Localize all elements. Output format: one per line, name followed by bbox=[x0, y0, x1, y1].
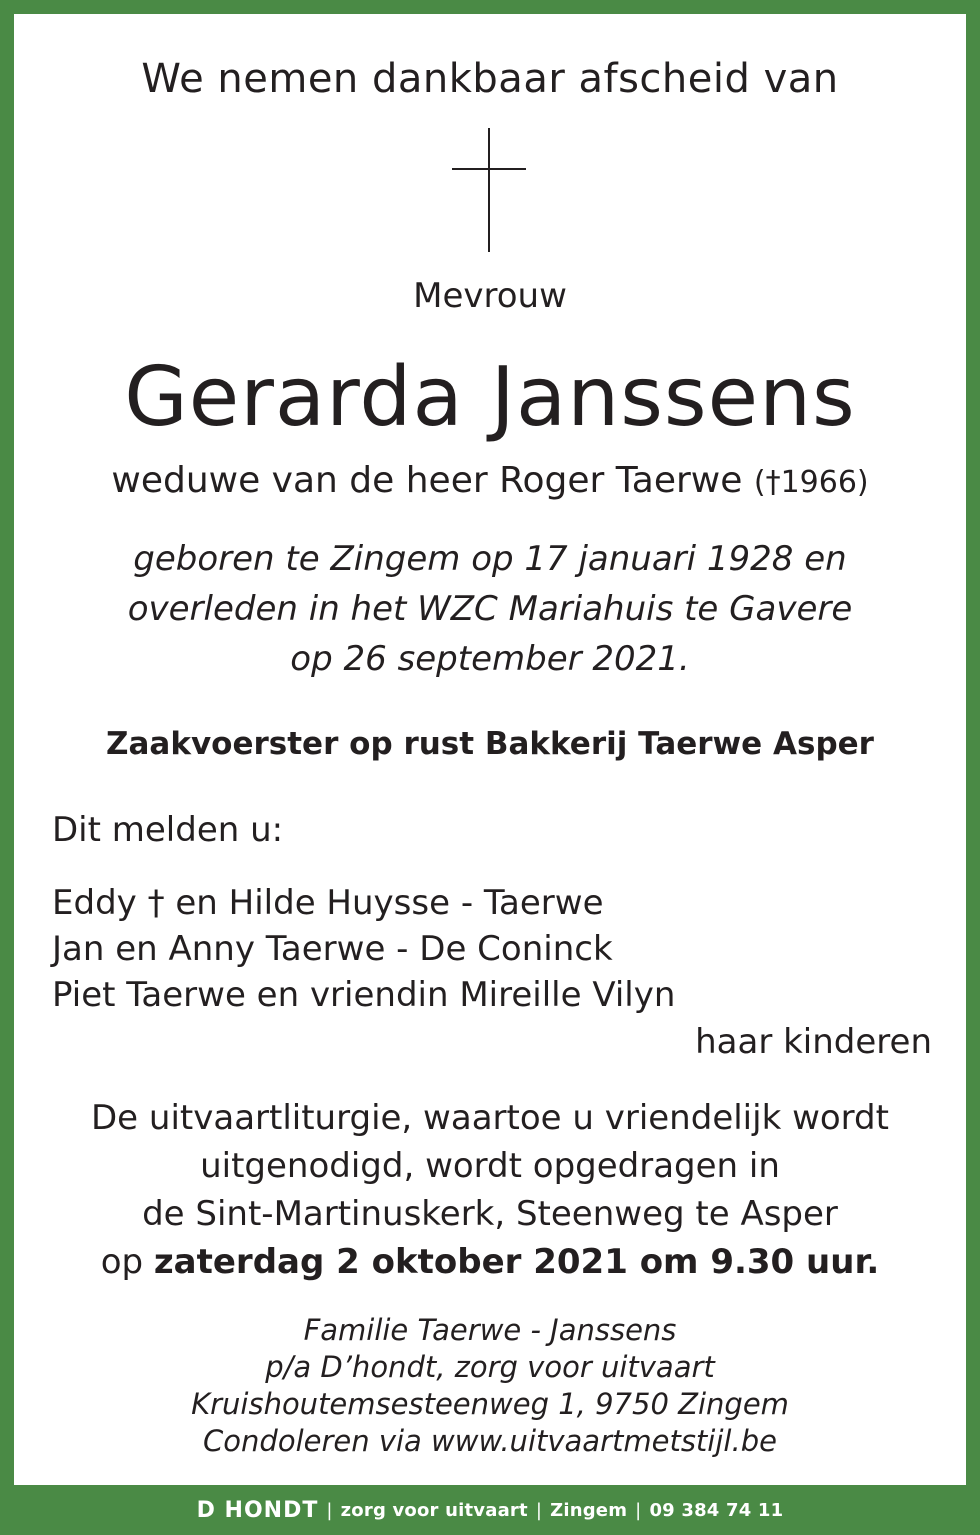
service-line-1: De uitvaartliturgie, waartoe u vriendelijk wordt bbox=[91, 1098, 889, 1138]
birth-line-2: overleden in het WZC Mariahuis te Gavere bbox=[127, 589, 853, 629]
contact-line-3: Kruishoutemsesteenweg 1, 9750 Zingem bbox=[191, 1387, 789, 1421]
footer-phone: 09 384 74 11 bbox=[649, 1499, 784, 1521]
widow-text: weduwe van de heer Roger Taerwe bbox=[111, 460, 743, 501]
deceased-name: Gerarda Janssens bbox=[124, 350, 856, 445]
notify-heading: Dit melden u: bbox=[52, 810, 284, 850]
footer-bar: D HONDT | zorg voor uitvaart | Zingem | 09 384 74 11 bbox=[0, 1485, 980, 1535]
contact-info bbox=[14, 1312, 966, 1460]
service-line-2: uitgenodigd, wordt opgedragen in bbox=[200, 1146, 780, 1186]
service-date-prefix: op bbox=[100, 1242, 144, 1282]
widow-note: (†1966) bbox=[753, 465, 869, 500]
footer-tagline: zorg voor uitvaart bbox=[340, 1499, 528, 1521]
latin-cross-icon bbox=[452, 128, 526, 252]
service-date: zaterdag 2 oktober 2021 om 9.30 uur. bbox=[153, 1242, 880, 1282]
service-line-4 bbox=[14, 1238, 966, 1286]
service-info bbox=[14, 1094, 966, 1286]
service-line-3: de Sint-Martinuskerk, Steenweg te Asper bbox=[142, 1194, 838, 1234]
contact-line-4: Condoleren via www.uitvaartmetstijl.be bbox=[203, 1424, 777, 1458]
birth-line-3: op 26 september 2021. bbox=[290, 639, 690, 679]
contact-line-1: Familie Taerwe - Janssens bbox=[303, 1313, 677, 1347]
birth-death-info bbox=[14, 534, 966, 684]
salutation: Mevrouw bbox=[413, 276, 567, 316]
child-3: Piet Taerwe en vriendin Mireille Vilyn bbox=[52, 975, 676, 1015]
contact-line-2: p/a D’hondt, zorg voor uitvaart bbox=[265, 1350, 715, 1384]
footer-brand-logo: D HONDT bbox=[196, 1497, 319, 1523]
widow-line bbox=[14, 460, 966, 501]
child-1: Eddy † en Hilde Huysse - Taerwe bbox=[52, 883, 604, 923]
footer-place: Zingem bbox=[550, 1499, 628, 1521]
intro-text: We nemen dankbaar afscheid van bbox=[141, 56, 839, 102]
children-list bbox=[52, 880, 675, 1018]
children-label: haar kinderen bbox=[695, 1022, 932, 1062]
birth-line-1: geboren te Zingem op 17 januari 1928 en bbox=[133, 539, 847, 579]
occupation: Zaakvoerster op rust Bakkerij Taerwe Asper bbox=[106, 726, 874, 762]
child-2: Jan en Anny Taerwe - De Coninck bbox=[52, 929, 613, 969]
